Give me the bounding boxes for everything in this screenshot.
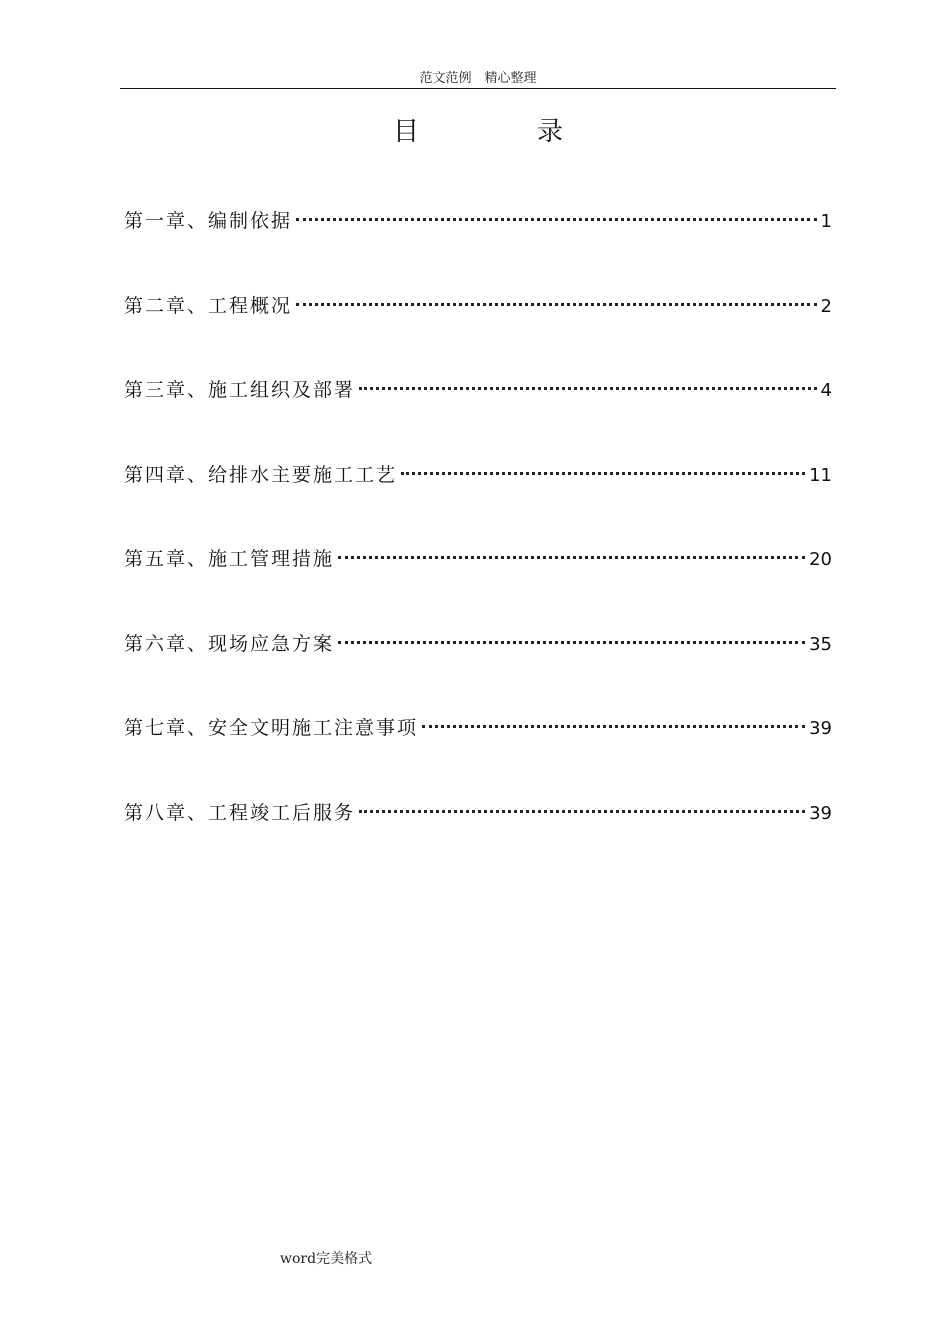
toc-entry-page: 1 (820, 211, 832, 232)
toc-entry-page: 39 (809, 718, 832, 739)
toc-leader-dots (338, 641, 805, 644)
toc-entry[interactable] (124, 796, 832, 881)
toc-entry[interactable] (124, 458, 832, 543)
toc-entry-page: 39 (809, 802, 832, 824)
toc-entry-label: 第六章、现场应急方案 (124, 632, 335, 655)
toc-leader-dots (401, 472, 805, 475)
toc-entry[interactable] (124, 542, 832, 627)
toc-entry-label: 第一章、编制依据 (124, 210, 293, 232)
toc-entry-label: 第七章、安全文明施工注意事项 (124, 717, 419, 739)
toc-title: 目 录 (392, 117, 609, 147)
toc-leader-dots (422, 725, 805, 728)
toc-leader-dots (296, 218, 817, 221)
header-rule (120, 88, 836, 89)
toc-entry-page: 4 (820, 380, 832, 401)
toc-entry[interactable] (124, 204, 832, 289)
toc-leader-dots (359, 387, 817, 390)
page-header: 范文范例 精心整理 (419, 71, 537, 86)
toc-leader-dots (296, 303, 817, 306)
toc-entry-page: 2 (820, 295, 832, 317)
toc-entry-label: 第二章、工程概况 (124, 294, 293, 317)
toc-entry-page: 11 (809, 464, 832, 486)
toc-entry-label: 第四章、给排水主要施工工艺 (124, 463, 398, 486)
toc-entry-label: 第五章、施工管理措施 (124, 548, 335, 570)
toc-entry[interactable] (124, 373, 832, 458)
toc-entry-page: 35 (809, 633, 832, 655)
toc-entry[interactable] (124, 627, 832, 712)
toc-entry[interactable] (124, 289, 832, 374)
toc-leader-dots (359, 810, 805, 813)
toc-leader-dots (338, 556, 805, 559)
toc-entry-label: 第八章、工程竣工后服务 (124, 801, 356, 824)
page-footer: word完美格式 (280, 1251, 373, 1267)
toc-entry[interactable] (124, 711, 832, 796)
table-of-contents (124, 204, 832, 880)
toc-entry-page: 20 (809, 549, 832, 570)
toc-entry-label: 第三章、施工组织及部署 (124, 379, 356, 401)
